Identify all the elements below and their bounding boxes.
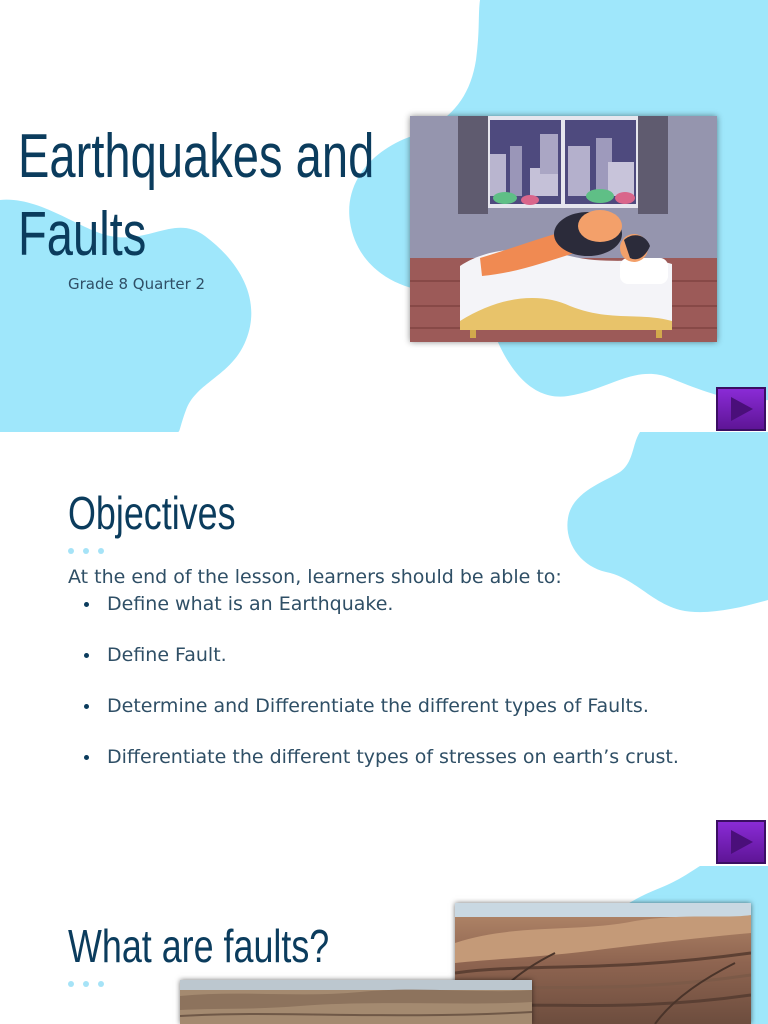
title-line-2: Faults: [18, 200, 147, 269]
list-item: Differentiate the different types of stresses on earth’s crust.: [68, 745, 748, 796]
earthquake-bed-illustration: [410, 116, 717, 342]
decorative-dots: [68, 981, 104, 987]
title-line-1: Earthquakes and: [18, 122, 375, 191]
list-item: Define Fault.: [68, 643, 748, 694]
bullet-icon: [84, 755, 89, 760]
next-slide-button[interactable]: [716, 820, 766, 864]
decorative-dots: [68, 548, 104, 554]
objectives-intro: At the end of the lesson, learners should be able to:: [68, 566, 562, 588]
fault-landscape-photo: [180, 980, 532, 1024]
bullet-icon: [84, 653, 89, 658]
list-item: Define what is an Earthquake.: [68, 592, 748, 643]
bullet-icon: [84, 602, 89, 607]
list-item: Determine and Differentiate the different types of Faults.: [68, 694, 748, 745]
faults-heading: What are faults?: [68, 920, 330, 972]
slide-title: [18, 118, 374, 274]
play-triangle-icon: [731, 830, 753, 854]
slide-subtitle: Grade 8 Quarter 2: [68, 275, 206, 293]
objectives-list: [68, 592, 748, 796]
objectives-heading: Objectives: [68, 487, 236, 539]
play-triangle-icon: [731, 397, 753, 421]
bullet-icon: [84, 704, 89, 709]
next-slide-button[interactable]: [716, 387, 766, 431]
